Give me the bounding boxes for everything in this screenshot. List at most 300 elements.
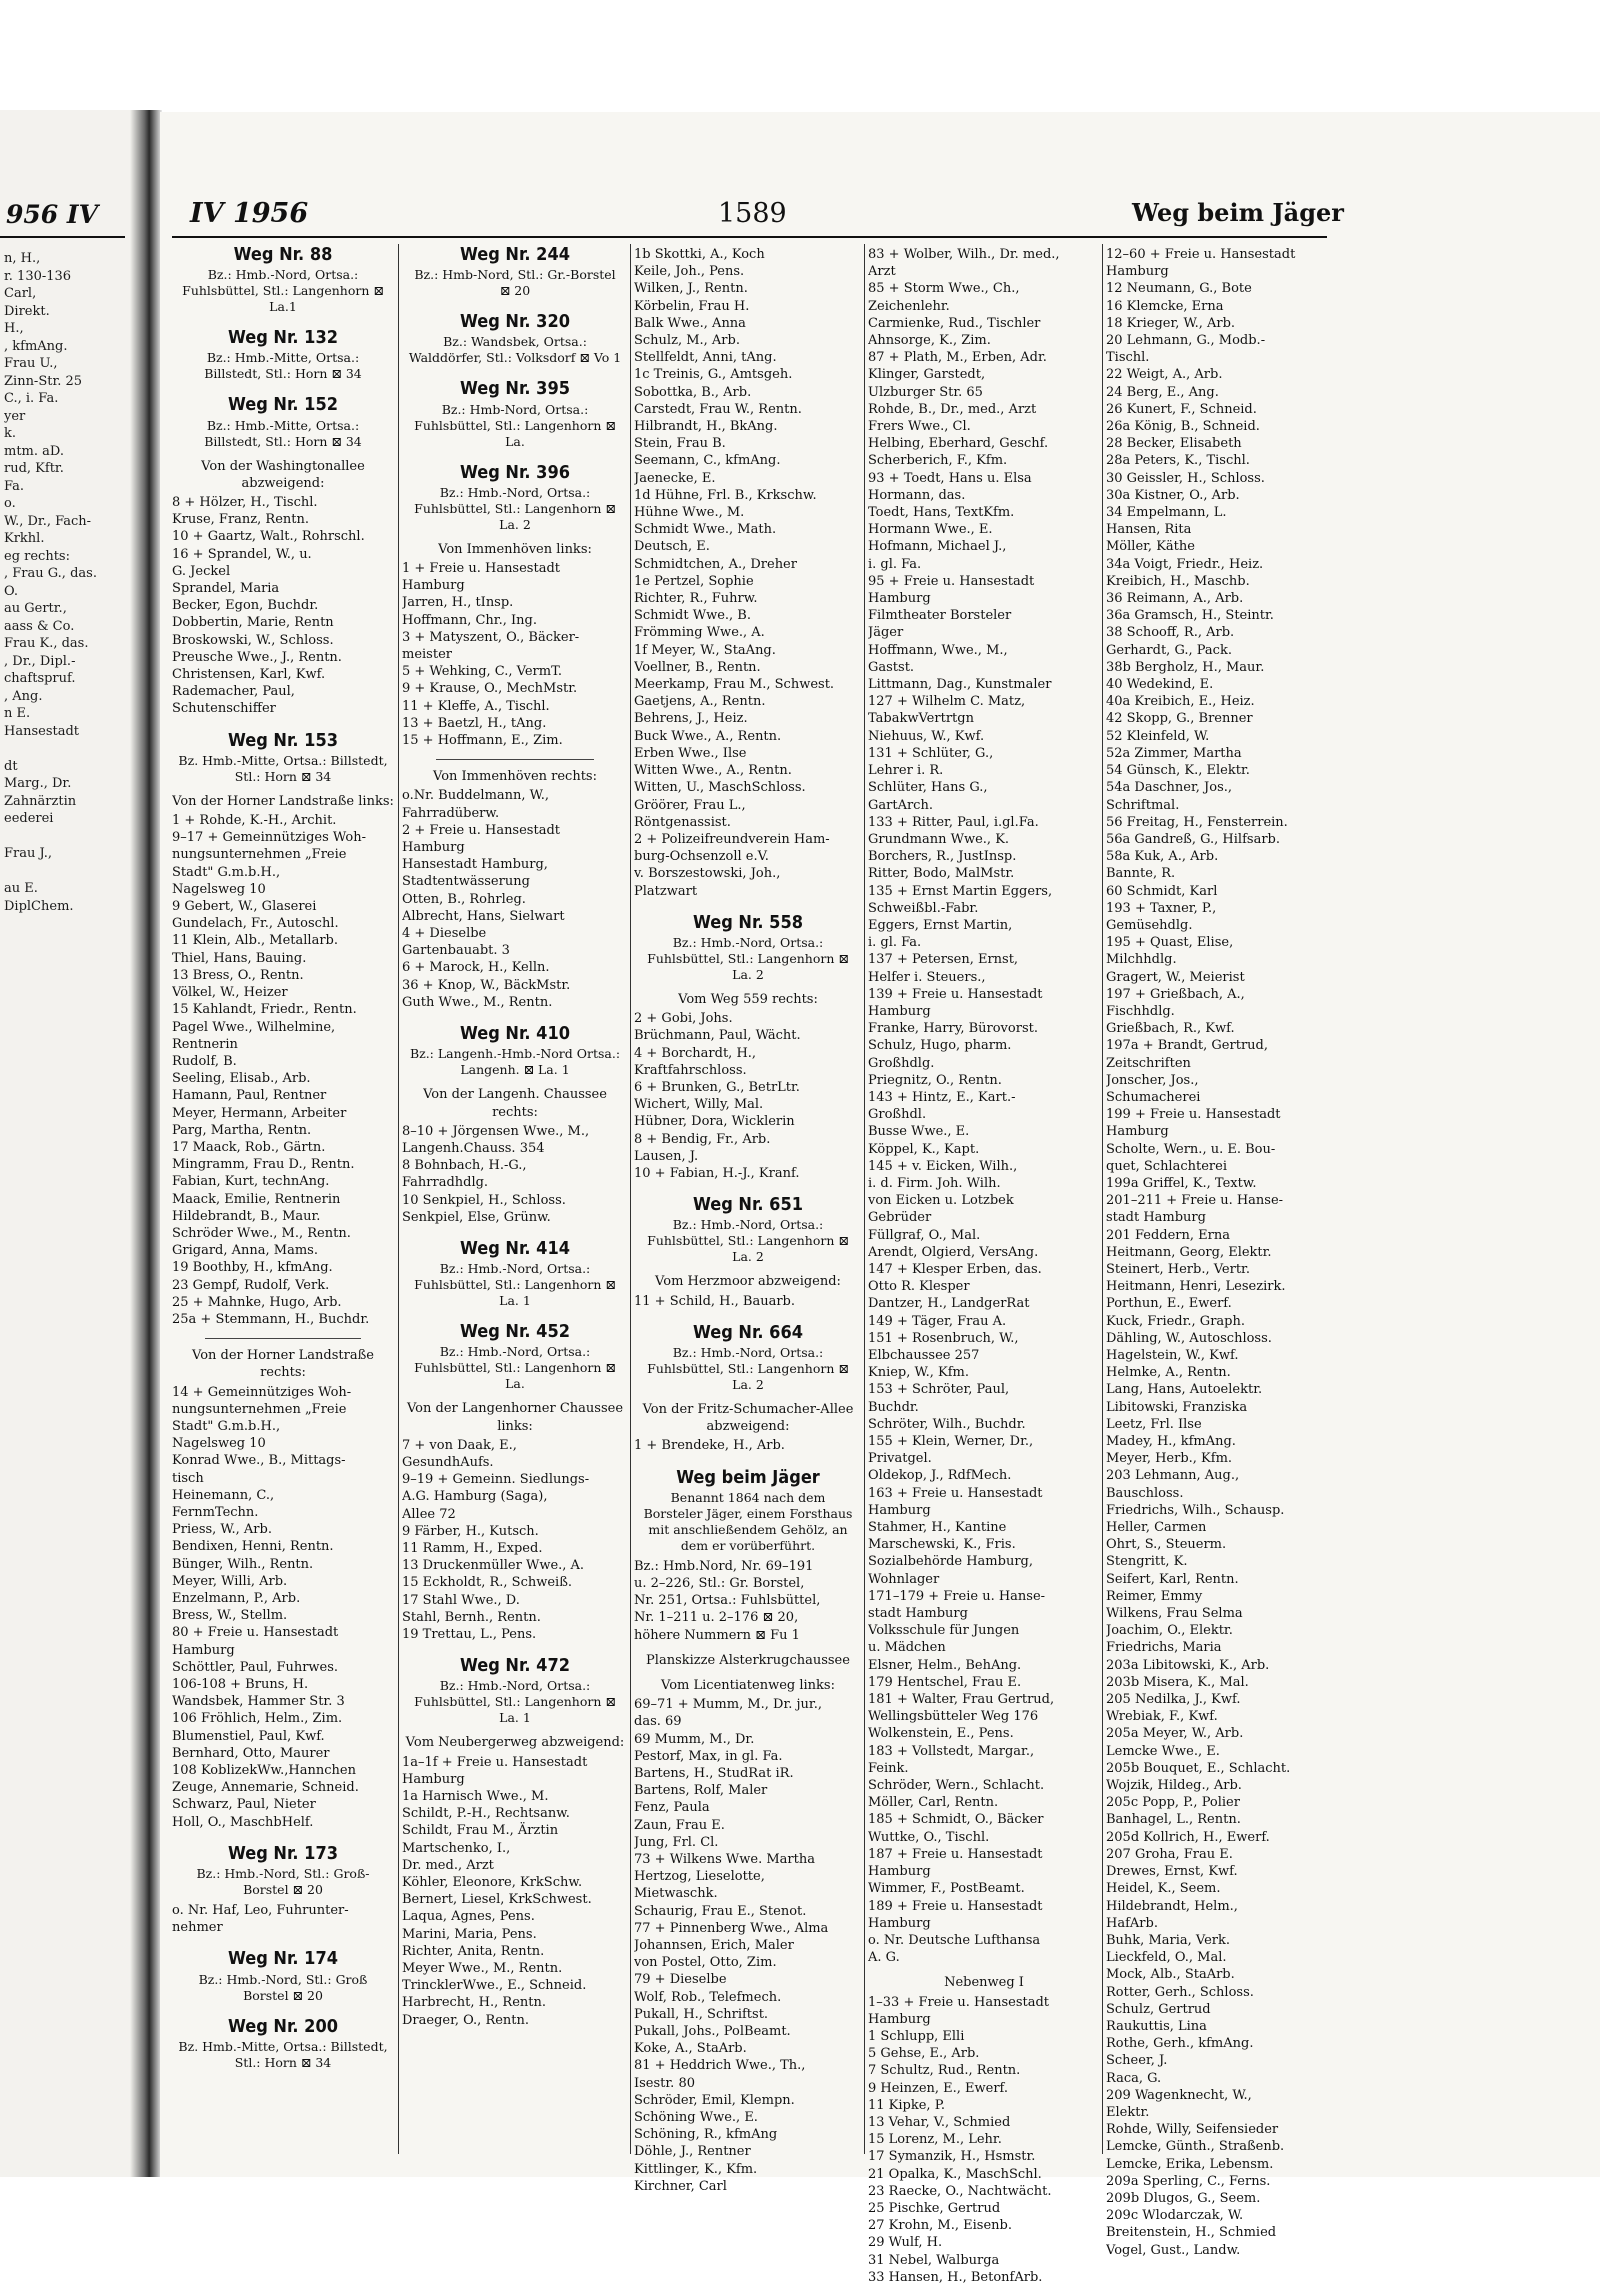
directory-entry: 33 Hansen, H., BetonfArb. [868,2269,1043,2285]
directory-entry: 15 Lorenz, M., Lehr. [868,2132,1002,2148]
left-page-line: au E. [4,881,38,896]
directory-entry: Meyer, Herb., Kfm. [1106,1451,1233,1467]
directory-entry: A.G. Hamburg (Saga), [402,1489,548,1505]
directory-entry: Draeger, O., Rentn. [402,2012,530,2028]
directory-entry: 95 + Freie u. Hansestadt [868,573,1035,589]
district-info: Bz.: Hmb.-Nord, Stl.: Groß-Borstel ⊠ 20 [196,1866,370,1898]
section-note: Nebenweg I [944,1975,1024,1991]
left-page-line: r. 130-136 [4,268,72,284]
directory-entry: Jonscher, Jos., [1106,1072,1199,1088]
directory-entry: Jarren, H., tInsp. [402,595,514,611]
directory-entry: Hamburg [1106,1124,1169,1140]
street-heading: Weg Nr. 153 [227,729,338,751]
directory-entry: 34a Voigt, Friedr., Heiz. [1106,556,1264,572]
directory-entry: Hormann Wwe., E. [868,522,993,538]
directory-entry: Brüchmann, Paul, Wächt. [634,1028,801,1044]
street-heading: Weg Nr. 88 [233,244,333,265]
directory-entry: 155 + Klein, Werner, Dr., [868,1434,1034,1450]
directory-entry: 8 + Bendig, Fr., Arb. [634,1131,771,1147]
directory-entry: Ahnsorge, K., Zim. [868,333,991,349]
directory-entry: Hertzog, Lieselotte, [634,1869,765,1885]
directory-entry: 22 Weigt, A., Arb. [1106,367,1223,383]
district-info: Bz. Hmb.-Mitte, Ortsa.: Billstedt, Stl.: Horn ⊠ 34 [178,752,388,784]
directory-entry: 38 Schooff, R., Arb. [1106,625,1235,641]
column-1 [172,246,394,2075]
directory-entry: Konrad Wwe., B., Mittags- [172,1453,346,1469]
directory-entry: Hansestadt Hamburg, [402,857,548,873]
directory-entry: Rothe, Gerh., kfmAng. [1106,2036,1254,2052]
directory-entry: 8 Bohnbach, H.-G., [402,1158,527,1174]
district-info: Bz.: Hmb.-Nord, Ortsa.: Fuhlsbüttel, Stl.: Langenhorn ⊠ La. 2 [647,1217,849,1265]
directory-entry: Pestorf, Max, in gl. Fa. [634,1748,783,1764]
directory-entry: 2 + Gobi, Johs. [634,1011,733,1027]
left-page-line: o. [4,496,16,511]
directory-entry: 13 Druckenmüller Wwe., A. [402,1558,585,1574]
directory-entry: Ohrt, S., Steuerm. [1106,1537,1227,1553]
directory-entry: 81 + Heddrich Wwe., Th., [634,2058,806,2074]
directory-entry: 11 Ramm, H., Exped. [402,1540,543,1556]
header-edition: IV 1956 [190,198,309,229]
directory-entry: i. d. Firm. Joh. Wilh. [868,1175,1001,1191]
district-info: Bz.: Hmb.-Nord, Ortsa.: Fuhlsbüttel, Stl.: Langenhorn ⊠ La. 1 [414,1261,616,1309]
district-info: Benannt 1864 nach dem Borsteler Jäger, einem Forsthaus mit anschließendem Gehölz, an dem er vorüberführt. [643,1489,853,1553]
directory-entry: Wandsbek, Hammer Str. 3 [172,1694,345,1710]
directory-entry: Rentnerin [172,1036,238,1052]
directory-entry: Körbelin, Frau H. [634,298,750,314]
directory-entry: Fahrradhdlg. [402,1175,489,1191]
directory-entry: 15 Eckholdt, R., Schweiß. [402,1575,573,1591]
section-note: Von der Fritz-Schumacher-Allee abzweigend: [642,1401,854,1435]
directory-entry: Kniep, W., Kfm. [868,1365,969,1381]
directory-entry: Meerkamp, Frau M., Schwest. [634,677,835,693]
left-page-line: n, H., [4,251,41,266]
directory-entry: 106-108 + Bruns, H. [172,1677,309,1693]
directory-entry: Carstedt, Frau W., Rentn. [634,401,802,417]
directory-entry: tisch [172,1470,204,1486]
directory-entry: Otto R. Klesper [868,1279,970,1295]
directory-entry: 199 + Freie u. Hansestadt [1106,1107,1281,1123]
directory-entry: Meyer Wwe., M., Rentn. [402,1961,563,1977]
directory-entry: Elsner, Helm., BehAng. [868,1657,1022,1673]
street-heading: Weg Nr. 173 [227,1842,338,1864]
directory-entry: Schröder, Wern., Schlacht. [868,1778,1045,1794]
directory-entry: i. gl. Fa. [868,935,922,951]
left-page-line: yer [4,408,26,424]
directory-entry: stadt Hamburg [1106,1210,1206,1226]
directory-entry: 1a–1f + Freie u. Hansestadt [402,1754,588,1770]
directory-entry: 69–71 + Mumm, M., Dr. jur., [634,1697,822,1713]
directory-entry: Schmidt Wwe., Math. [634,522,777,538]
directory-entry: 10 Senkpiel, H., Schloss. [402,1192,566,1208]
directory-entry: 13 Vehar, V., Schmied [868,2114,1011,2130]
directory-entry: 28 Becker, Elisabeth [1106,436,1242,452]
directory-entry: 28a Peters, K., Tischl. [1106,453,1250,469]
directory-entry: Hamburg [868,1003,931,1019]
left-page-line: , Frau G., das. [4,566,97,581]
directory-entry: Filmtheater Borsteler [868,608,1012,624]
directory-entry: 4 + Dieselbe [402,926,487,942]
directory-entry: 12–60 + Freie u. Hansestadt [1106,247,1296,262]
directory-entry: 9 Heinzen, E., Ewerf. [868,2080,1009,2096]
directory-entry: Mock, Alb., StaArb. [1106,1967,1235,1983]
directory-entry: 106 Fröhlich, Helm., Zim. [172,1711,343,1727]
left-page-line: au Gertr., [4,601,67,616]
directory-entry: Platzwart [634,883,698,899]
directory-entry: 26 Kunert, F., Schneid. [1106,401,1257,417]
section-note: Planskizze Alsterkrugchaussee [646,1652,850,1668]
directory-entry: Hagelstein, W., Kwf. [1106,1348,1239,1363]
directory-entry: Fischhdlg. [1106,1003,1175,1019]
directory-entry: Friedrichs, Maria [1106,1640,1222,1656]
district-info: Bz.: Hmb.-Nord, Ortsa.: Fuhlsbüttel, Stl.: Langenhorn ⊠ La. [414,1344,616,1392]
left-page-line: Hansestadt [4,723,80,739]
directory-entry: Scheer, J. [1106,2053,1168,2069]
directory-entry: von Eicken u. Lotzbek [868,1193,1014,1209]
directory-entry: Gerhardt, G., Pack. [1106,642,1232,658]
directory-entry: 31 Nebel, Walburga [868,2252,1000,2268]
directory-entry: 2 + Polizeifreundverein Ham- [634,831,830,847]
directory-entry: Buhk, Maria, Verk. [1106,1932,1231,1948]
directory-entry: Bünger, Wilh., Rentn. [172,1556,314,1572]
directory-entry: Marini, Maria, Pens. [402,1926,537,1942]
directory-entry: GesundhAufs. [402,1454,494,1470]
directory-entry: stadt Hamburg [868,1606,968,1622]
directory-entry: Meyer, Hermann, Arbeiter [172,1105,347,1121]
directory-entry: 9–17 + Gemeinnütziges Woh- [172,830,366,846]
directory-entry: Hamburg [402,578,465,594]
directory-entry: 25 Pischke, Gertrud [868,2200,1001,2216]
directory-entry: 179 Hentschel, Frau E. [868,1674,1022,1690]
directory-entry: Schulz, Gertrud [1106,2001,1211,2017]
directory-entry: Hofmann, Michael J., [868,539,1007,555]
directory-entry: 42 Skopp, G., Brenner [1106,711,1253,727]
section-rule [436,759,594,760]
directory-entry: Libitowski, Franziska [1106,1399,1248,1415]
street-heading: Weg Nr. 174 [227,1948,338,1970]
directory-entry: Hamburg [402,1771,465,1787]
directory-entry: Wolf, Rob., Telefmech. [634,1989,782,2005]
directory-entry: Kittlinger, K., Kfm. [634,2161,758,2177]
directory-entry: Raca, G. [1106,2070,1162,2086]
directory-entry: Preusche Wwe., J., Rentn. [172,649,342,665]
left-page-line: Zahnärztin [4,793,77,809]
district-info: Bz.: Hmb-Nord, Ortsa.: Fuhlsbüttel, Stl.: Langenhorn ⊠ La. [414,401,616,449]
directory-entry: Tischl. [1106,350,1150,366]
left-page-line [4,828,124,846]
section-note: Von der Horner Landstraße links: [172,793,394,809]
directory-entry: 11 Kipke, P. [868,2097,945,2113]
directory-entry: 21 Opalka, K., MaschSchl. [868,2166,1042,2182]
directory-entry: Marschewski, K., Fris. [868,1537,1016,1553]
directory-entry: 147 + Klesper Erben, das. [868,1261,1042,1277]
directory-entry: 199a Griffel, K., Textw. [1106,1175,1257,1191]
directory-entry: 133 + Ritter, Paul, i.gl.Fa. [868,814,1039,830]
district-info: Bz.: Hmb.-Nord, Ortsa.: Fuhlsbüttel, Stl.: Langenhorn ⊠ La. 1 [414,1678,616,1726]
street-heading: Weg Nr. 395 [459,378,570,400]
directory-entry: Schlüter, Hans G., [868,780,988,796]
street-heading: Weg Nr. 200 [227,2015,338,2037]
directory-entry: Grundmann Wwe., K. [868,831,1010,847]
directory-entry: Harbrecht, H., Rentn. [402,1995,546,2011]
directory-entry: 93 + Toedt, Hans u. Elsa [868,470,1032,486]
street-heading: Weg Nr. 132 [227,327,338,349]
directory-entry: Bannte, R. [1106,866,1176,882]
directory-entry: Witten, U., MaschSchloss. [634,780,806,796]
section-note: Von der Washingtonallee abzweigend: [201,458,365,491]
directory-entry: 36a Gramsch, H., Steintr. [1106,608,1274,624]
left-page-line: mtm. aD. [4,443,64,459]
district-info: Bz.: Hmb.-Nord, Ortsa.: Fuhlsbüttel, Stl.: Langenhorn ⊠ La.1 [182,267,384,315]
directory-entry: Wohnlager [868,1571,940,1587]
directory-entry: 1 + Rohde, K.-H., Archit. [172,813,337,829]
directory-entry: Senkpiel, Else, Grünw. [402,1209,551,1225]
directory-entry: meister [402,647,452,663]
directory-entry: Gastst. [868,659,915,675]
directory-entry: 19 Boothby, H., kfmAng. [172,1260,333,1276]
directory-entry: 83 + Wolber, Wilh., Dr. med., [868,247,1060,262]
directory-entry: Schriftmal. [1106,797,1180,813]
left-page-line: C., i. Fa. [4,391,59,406]
directory-entry: Bress, W., Stellm. [172,1608,288,1624]
street-heading: Weg Nr. 152 [227,394,338,416]
directory-entry: 30 Geissler, H., Schloss. [1106,470,1265,486]
directory-entry: Rudolf, B. [172,1053,237,1069]
section-note: Von Immenhöven rechts: [433,769,597,785]
directory-entry: 52a Zimmer, Martha [1106,745,1242,761]
directory-entry: 10 + Fabian, H.-J., Kranf. [634,1165,800,1181]
directory-entry: Gundelach, Fr., Autoschl. [172,916,339,932]
directory-entry: 6 + Marock, H., Kelln. [402,960,550,976]
left-page-line: DiplChem. [4,898,74,914]
directory-entry: Toedt, Hans, TextKfm. [868,505,1015,521]
left-page-line: eederei [4,811,54,826]
directory-entry: Porthun, E., Ewerf. [1106,1296,1232,1312]
directory-entry: 17 Symanzik, H., Hsmstr. [868,2149,1036,2165]
directory-entry: 11 + Kleffe, A., Tischl. [402,698,550,714]
directory-entry: 171–179 + Freie u. Hanse- [868,1588,1046,1604]
directory-entry: Privatgel. [868,1451,932,1467]
directory-entry: 2 + Freie u. Hansestadt [402,822,560,838]
directory-entry: 80 + Freie u. Hansestadt [172,1625,339,1641]
directory-entry: Helmke, A., Rentn. [1106,1365,1231,1381]
running-street-header: Weg beim Jäger [1132,198,1344,227]
section-note: Vom Herzmoor abzweigend: [655,1274,841,1290]
district-info: Bz.: Wandsbek, Ortsa.: Walddörfer, Stl.: Volksdorf ⊠ Vo 1 [408,334,622,366]
directory-entry: nungsunternehmen „Freie [172,1401,347,1417]
directory-entry: 13 + Baetzl, H., tAng. [402,715,547,731]
directory-entry: 9 Färber, H., Kutsch. [402,1523,539,1539]
directory-entry: Busse Wwe., E. [868,1124,970,1140]
directory-entry: 20 Lehmann, G., Modb.- [1106,333,1266,349]
left-page-line: Krkhl. [4,531,45,546]
directory-entry: 209 Wagenknecht, W., [1106,2087,1252,2103]
section-note: Vom Licentiatenweg links: [661,1678,835,1693]
directory-entry: Schwarz, Paul, Nieter [172,1797,316,1813]
directory-entry: Holl, O., MaschbHelf. [172,1814,314,1830]
directory-entry: Wuttke, O., Tischl. [868,1829,990,1845]
section-rule [205,1338,360,1339]
directory-entry: Behrens, J., Heiz. [634,711,748,727]
directory-entry: 1 + Freie u. Hansestadt [402,561,560,577]
directory-entry: Albrecht, Hans, Sielwart [402,908,565,924]
street-heading: Weg Nr. 452 [459,1321,570,1343]
directory-entry: 151 + Rosenbruch, W., [868,1330,1019,1346]
directory-entry: Broskowski, W., Schloss. [172,632,334,648]
directory-entry: 1a Harnisch Wwe., M. [402,1788,549,1804]
directory-entry: Rohde, B., Dr., med., Arzt [868,401,1037,417]
left-page-line: rud, Kftr. [4,461,64,476]
column-divider [1102,244,1103,2154]
street-heading: Weg Nr. 244 [459,244,570,265]
directory-entry: Scholte, Wern., u. E. Bou- [1106,1141,1276,1157]
left-page-line [4,863,124,881]
directory-entry: Ulzburger Str. 65 [868,384,983,400]
directory-entry: Schmidtchen, A., Dreher [634,556,797,572]
directory-entry: Elbchaussee 257 [868,1348,980,1363]
directory-entry: Nagelsweg 10 [172,1436,266,1452]
directory-entry: 23 Raecke, O., Nachtwächt. [868,2183,1052,2199]
directory-entry: Kruse, Franz, Rentn. [172,512,309,528]
directory-entry: Volksschule für Jungen [868,1623,1020,1639]
directory-entry: 209a Sperling, C., Ferns. [1106,2173,1271,2189]
directory-entry: Erben Wwe., Ilse [634,745,747,761]
directory-entry: 10 + Gaartz, Walt., Rohrschl. [172,529,365,545]
directory-entry: Bauschloss. [1106,1485,1184,1501]
directory-entry: Schulz, Hugo, pharm. [868,1038,1012,1054]
directory-entry: Röntgenassist. [634,814,731,830]
directory-entry: Schöning, R., kfmAng [634,2127,778,2143]
directory-entry: 27 Krohn, M., Eisenb. [868,2218,1012,2234]
left-page-line: Frau U., [4,356,58,371]
left-page-line: H., [4,321,24,336]
directory-entry: Lemcke Wwe., E. [1106,1743,1220,1759]
directory-entry: 25 + Mahnke, Hugo, Arb. [172,1294,342,1310]
directory-entry: 205c Popp, P., Polier [1106,1795,1240,1811]
directory-entry: 24 Berg, E., Ang. [1106,384,1219,400]
directory-entry: Nr. 251, Ortsa.: Fuhlsbüttel, [634,1593,821,1609]
directory-entry: Schöning Wwe., E. [634,2110,758,2126]
directory-entry: Köhler, Eleonore, KrkSchw. [402,1875,583,1890]
directory-entry: Lieckfeld, O., Mal. [1106,1950,1227,1966]
directory-entry: Thiel, Hans, Bauing. [172,950,307,966]
directory-entry: 9–19 + Gemeinn. Siedlungs- [402,1472,590,1488]
directory-entry: Gröörer, Frau L., [634,797,746,813]
directory-entry: Mietwaschk. [634,1886,718,1902]
directory-entry: Hildebrandt, B., Maur. [172,1208,321,1224]
directory-entry: Köppel, K., Kapt. [868,1141,980,1157]
directory-entry: Helbing, Eberhard, Geschf. [868,436,1049,452]
directory-entry: 205a Meyer, W., Arb. [1106,1726,1244,1742]
directory-entry: das. 69 [634,1714,682,1730]
directory-entry: 29 Wulf, H. [868,2235,943,2251]
directory-entry: 1–33 + Freie u. Hansestadt [868,1994,1050,2010]
directory-entry: Priess, W., Arb. [172,1522,272,1538]
directory-entry: Kuck, Friedr., Graph. [1106,1313,1245,1329]
street-heading: Weg Nr. 396 [459,461,570,483]
directory-entry: Franke, Harry, Bürovorst. [868,1021,1038,1037]
directory-entry: Grigard, Anna, Mams. [172,1243,318,1259]
directory-entry: Zeuge, Annemarie, Schneid. [172,1780,359,1796]
directory-entry: 34 Empelmann, L. [1106,505,1227,521]
directory-entry: 19 Trettau, L., Pens. [402,1626,537,1642]
page-number: 1589 [718,198,787,229]
directory-entry: 131 + Schlüter, G., [868,745,994,761]
directory-entry: i. gl. Fa. [868,556,922,572]
directory-entry: 149 + Täger, Frau A. [868,1313,1007,1329]
left-page-line: W., Dr., Fach- [4,513,92,529]
directory-entry: Lemcke, Günth., Straßenb. [1106,2139,1285,2155]
directory-entry: 187 + Freie u. Hansestadt [868,1846,1043,1862]
directory-entry: 16 + Sprandel, W., u. [172,546,312,562]
directory-entry: Füllgraf, O., Mal. [868,1227,981,1243]
directory-entry: 52 Kleinfeld, W. [1106,728,1210,744]
directory-entry: Witten Wwe., A., Rentn. [634,763,792,779]
directory-entry: 205b Bouquet, E., Schlacht. [1106,1760,1291,1776]
directory-entry: Borchers, R., JustInsp. [868,849,1017,865]
directory-entry: Hamburg [172,1642,235,1658]
directory-entry: 54a Daschner, Jos., [1106,780,1233,796]
directory-entry: Seifert, Karl, Rentn. [1106,1571,1239,1587]
directory-entry: 197a + Brandt, Gertrud, [1106,1038,1268,1054]
directory-entry: Wojzik, Hildeg., Arb. [1106,1778,1242,1794]
directory-entry: Jäger [868,625,904,641]
directory-entry: Kreibich, H., Maschb. [1106,573,1250,589]
directory-entry: 5 Gehse, E., Arb. [868,2046,980,2062]
district-info: Bz.: Hmb.-Mitte, Ortsa.: Billstedt, Stl.: Horn ⊠ 34 [204,417,362,449]
directory-entry: Seemann, C., kfmAng. [634,453,781,469]
directory-entry: Wolkenstein, E., Pens. [868,1726,1014,1742]
left-page-line: aass & Co. [4,618,75,634]
left-page-line [4,740,124,758]
directory-entry: Niehuus, W., Kwf. [868,728,985,744]
directory-entry: Zeichenlehr. [868,298,950,314]
directory-entry: Richter, Anita, Rentn. [402,1943,545,1959]
directory-entry: 56a Gandreß, G., Hilfsarb. [1106,831,1280,847]
directory-entry: Nagelsweg 10 [172,881,266,897]
directory-entry: Bernhard, Otto, Maurer [172,1745,330,1761]
directory-entry: Hamburg [868,1864,931,1880]
directory-entry: 203a Libitowski, K., Arb. [1106,1657,1270,1673]
directory-entry: Otten, B., Rohrleg. [402,891,526,907]
directory-entry: Fahrradüberw. [402,805,500,821]
directory-entry: Madey, H., kfmAng. [1106,1434,1236,1450]
street-heading: Weg Nr. 320 [459,311,570,333]
directory-entry: 56 Freitag, H., Fensterrein. [1106,814,1288,830]
directory-entry: Frömming Wwe., A. [634,625,765,641]
directory-entry: Schumacherei [1106,1089,1201,1105]
section-note: Von der Langenhorner Chaussee links: [406,1401,624,1434]
directory-entry: Isestr. 80 [634,2075,695,2091]
directory-entry: u. 2–226, Stl.: Gr. Borstel, [634,1575,805,1591]
directory-entry: 8 + Hölzer, H., Tischl. [172,495,318,511]
directory-entry: Stengritt, K. [1106,1554,1188,1570]
book-gutter [130,110,162,2177]
district-info: Bz.: Hmb.-Mitte, Ortsa.: Billstedt, Stl.: Horn ⊠ 34 [204,350,362,382]
directory-entry: Hamburg [1106,264,1169,280]
column-4 [868,246,1100,2286]
directory-entry: TrincklerWwe., E., Schneid. [402,1978,587,1994]
directory-entry: Raukuttis, Lina [1106,2018,1207,2034]
directory-entry: Carmienke, Rud., Tischler [868,315,1041,331]
directory-entry: Stein, Frau B. [634,436,726,452]
directory-entry: 145 + v. Eicken, Wilh., [868,1158,1018,1174]
directory-entry: nungsunternehmen „Freie [172,847,347,863]
directory-entry: Möller, Carl, Rentn. [868,1795,999,1811]
directory-entry: Großhdl. [868,1107,927,1123]
directory-entry: Gaetjens, A., Rentn. [634,694,766,710]
directory-entry: 8–10 + Jörgensen Wwe., M., [402,1123,590,1139]
directory-entry: Grießbach, R., Kwf. [1106,1021,1235,1037]
